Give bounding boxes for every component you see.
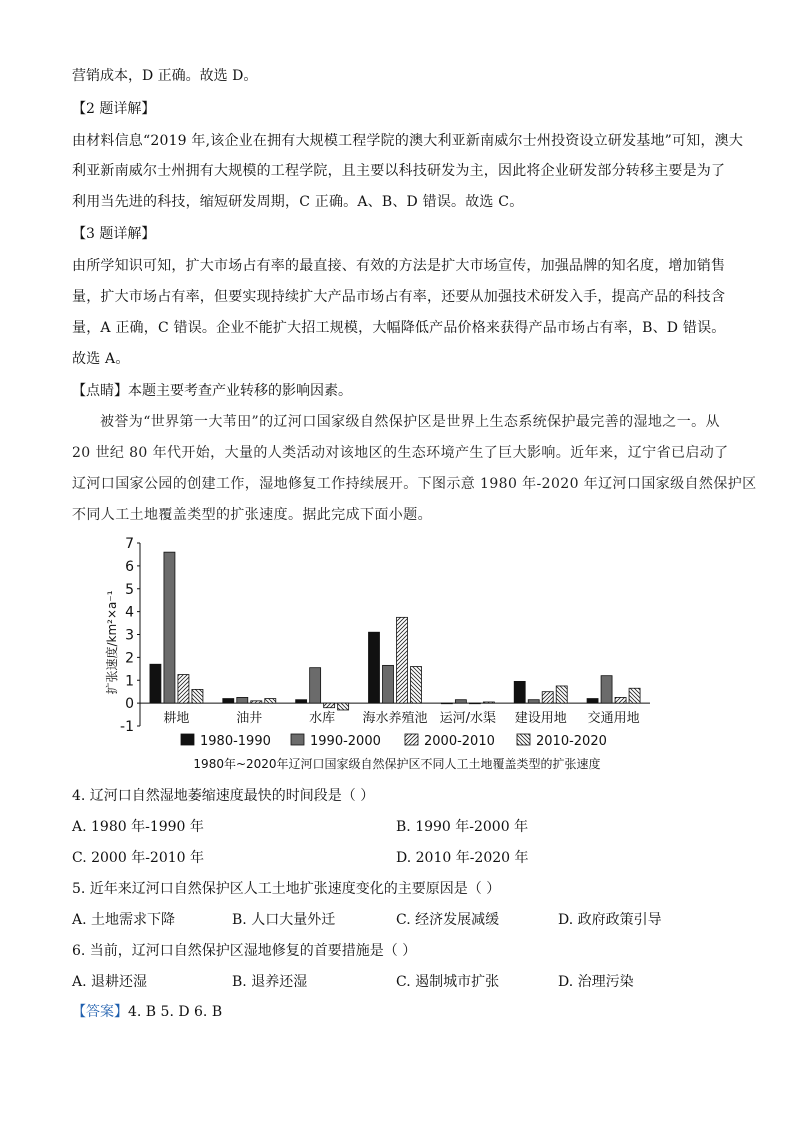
option-c: C. 遏制城市扩张 (396, 974, 500, 990)
passage-line: 被誉为“世界第一大苇田”的辽河口国家级自然保护区是世界上生态系统保护最完善的湿地之一。从 (100, 414, 720, 430)
q2-detail-heading: 【2 题详解】 (72, 101, 156, 117)
x-category-label: 耕地 (163, 711, 190, 727)
bar (251, 701, 262, 703)
bar (164, 552, 175, 703)
bar (150, 664, 161, 703)
q2-detail-line: 利亚新南威尔士州拥有大规模的工程学院，且主要以科技研发为主，因此将企业研发部分转移主要是为了 (72, 163, 726, 179)
y-tick-label: 6 (125, 558, 134, 575)
bar (601, 676, 612, 703)
bar (483, 702, 494, 703)
x-category-label: 运河/水渠 (439, 711, 497, 727)
bar (265, 699, 276, 704)
y-tick-label: 5 (125, 581, 134, 598)
answer-text: 4. B 5. D 6. B (128, 1004, 223, 1020)
bar (178, 675, 189, 704)
option-a: A. 1980 年-1990 年 (72, 819, 204, 835)
q3-detail-heading: 【3 题详解】 (72, 226, 156, 242)
x-category-label: 海水养殖池 (362, 711, 428, 727)
q2-detail-line: 利用当先进的科技，缩短研发周期，C 正确。A、B、D 错误。故选 C。 (72, 194, 524, 210)
bar (455, 700, 466, 703)
option-a: A. 退耕还湿 (72, 974, 148, 990)
bar (192, 689, 203, 703)
legend-label: 2000-2010 (424, 734, 495, 749)
x-category-label: 水库 (309, 711, 336, 727)
bar (338, 703, 349, 710)
x-category-label: 油井 (236, 711, 263, 727)
legend-swatch (291, 734, 304, 745)
option-a: A. 土地需求下降 (72, 912, 176, 928)
bar (542, 692, 553, 703)
option-d: D. 政府政策引导 (558, 912, 662, 928)
x-category-label: 建设用地 (514, 711, 567, 727)
option-b: B. 退养还湿 (232, 974, 308, 990)
bar (469, 703, 480, 704)
passage-line: 辽河口国家公园的创建工作，湿地修复工作持续展开。下图示意 1980 年-2020 年辽河口国家级自然保护区 (72, 476, 757, 492)
x-category-label: 交通用地 (587, 711, 640, 727)
question-stem: 4. 辽河口自然湿地萎缩速度最快的时间段是（ ） (72, 788, 375, 804)
question-stem: 6. 当前，辽河口自然保护区湿地修复的首要措施是（ ） (72, 943, 417, 959)
y-tick-label: -1 (120, 719, 134, 735)
option-d: D. 治理污染 (558, 974, 634, 990)
bar (310, 668, 321, 703)
bar (397, 617, 408, 703)
option-c: C. 2000 年-2010 年 (72, 850, 205, 866)
q3-detail-line: 量，扩大市场占有率，但要实现持续扩大产品市场占有率，还要从加强技术研发入手，提高产品的科技含 (72, 289, 726, 305)
bar (528, 700, 539, 703)
bar (587, 699, 598, 704)
chart-title: 1980年~2020年辽河口国家级自然保护区不同人工土地覆盖类型的扩张速度 (193, 757, 601, 771)
bar (556, 686, 567, 703)
option-b: B. 1990 年-2000 年 (396, 819, 529, 835)
bar (411, 667, 422, 704)
legend-label: 1980-1990 (200, 734, 271, 749)
y-tick-label: 1 (125, 673, 134, 690)
y-tick-label: 3 (125, 627, 134, 644)
y-tick-label: 0 (125, 696, 134, 713)
bar (383, 665, 394, 703)
passage-line: 不同人工土地覆盖类型的扩张速度。据此完成下面小题。 (72, 507, 432, 523)
q2-detail-line: 由材料信息“2019 年,该企业在拥有大规模工程学院的澳大利亚新南威尔士州投资设立研发基地”可知，澳大 (72, 133, 744, 149)
legend-label: 1990-2000 (310, 734, 381, 749)
bar (441, 703, 452, 704)
bar (514, 681, 525, 703)
q3-detail-line: 故选 A。 (72, 351, 130, 367)
bar (237, 697, 248, 703)
bar (324, 703, 335, 708)
legend-label: 2010-2020 (536, 734, 607, 749)
y-tick-label: 4 (125, 604, 134, 621)
prev-answer-line: 营销成本，D 正确。故选 D。 (72, 68, 258, 84)
q3-detail-line: 量，A 正确，C 错误。企业不能扩大招工规模，大幅降低产品价格来获得产品市场占有率，B、D 错误。 (72, 320, 726, 336)
bar (223, 699, 234, 704)
dianjing-note: 【点睛】本题主要考查产业转移的影响因素。 (72, 383, 352, 399)
option-d: D. 2010 年-2020 年 (396, 850, 529, 866)
question-stem: 5. 近年来辽河口自然保护区人工土地扩张速度变化的主要原因是（ ） (72, 881, 501, 897)
bar (615, 697, 626, 703)
passage-line: 20 世纪 80 年代开始，大量的人类活动对该地区的生态环境产生了巨大影响。近年来，辽宁省已启动了 (72, 445, 729, 461)
answer-line (72, 1002, 222, 1022)
legend-swatch (181, 734, 194, 745)
legend-swatch (405, 734, 418, 745)
expansion-speed-bar-chart (0, 530, 794, 770)
q3-detail-line: 由所学知识可知，扩大市场占有率的最直接、有效的方法是扩大市场宣传，加强品牌的知名度，增加销售 (72, 258, 726, 274)
bar (629, 688, 640, 703)
y-tick-label: 7 (125, 536, 134, 552)
option-b: B. 人口大量外迁 (232, 912, 336, 928)
option-c: C. 经济发展减缓 (396, 912, 500, 928)
bar (369, 632, 380, 703)
bar (296, 700, 307, 703)
answer-tag: 【答案】 (72, 1004, 128, 1020)
y-axis-label: 扩张速度/km²×a⁻¹ (105, 590, 119, 695)
legend-swatch (517, 734, 530, 745)
y-tick-label: 2 (125, 650, 134, 667)
